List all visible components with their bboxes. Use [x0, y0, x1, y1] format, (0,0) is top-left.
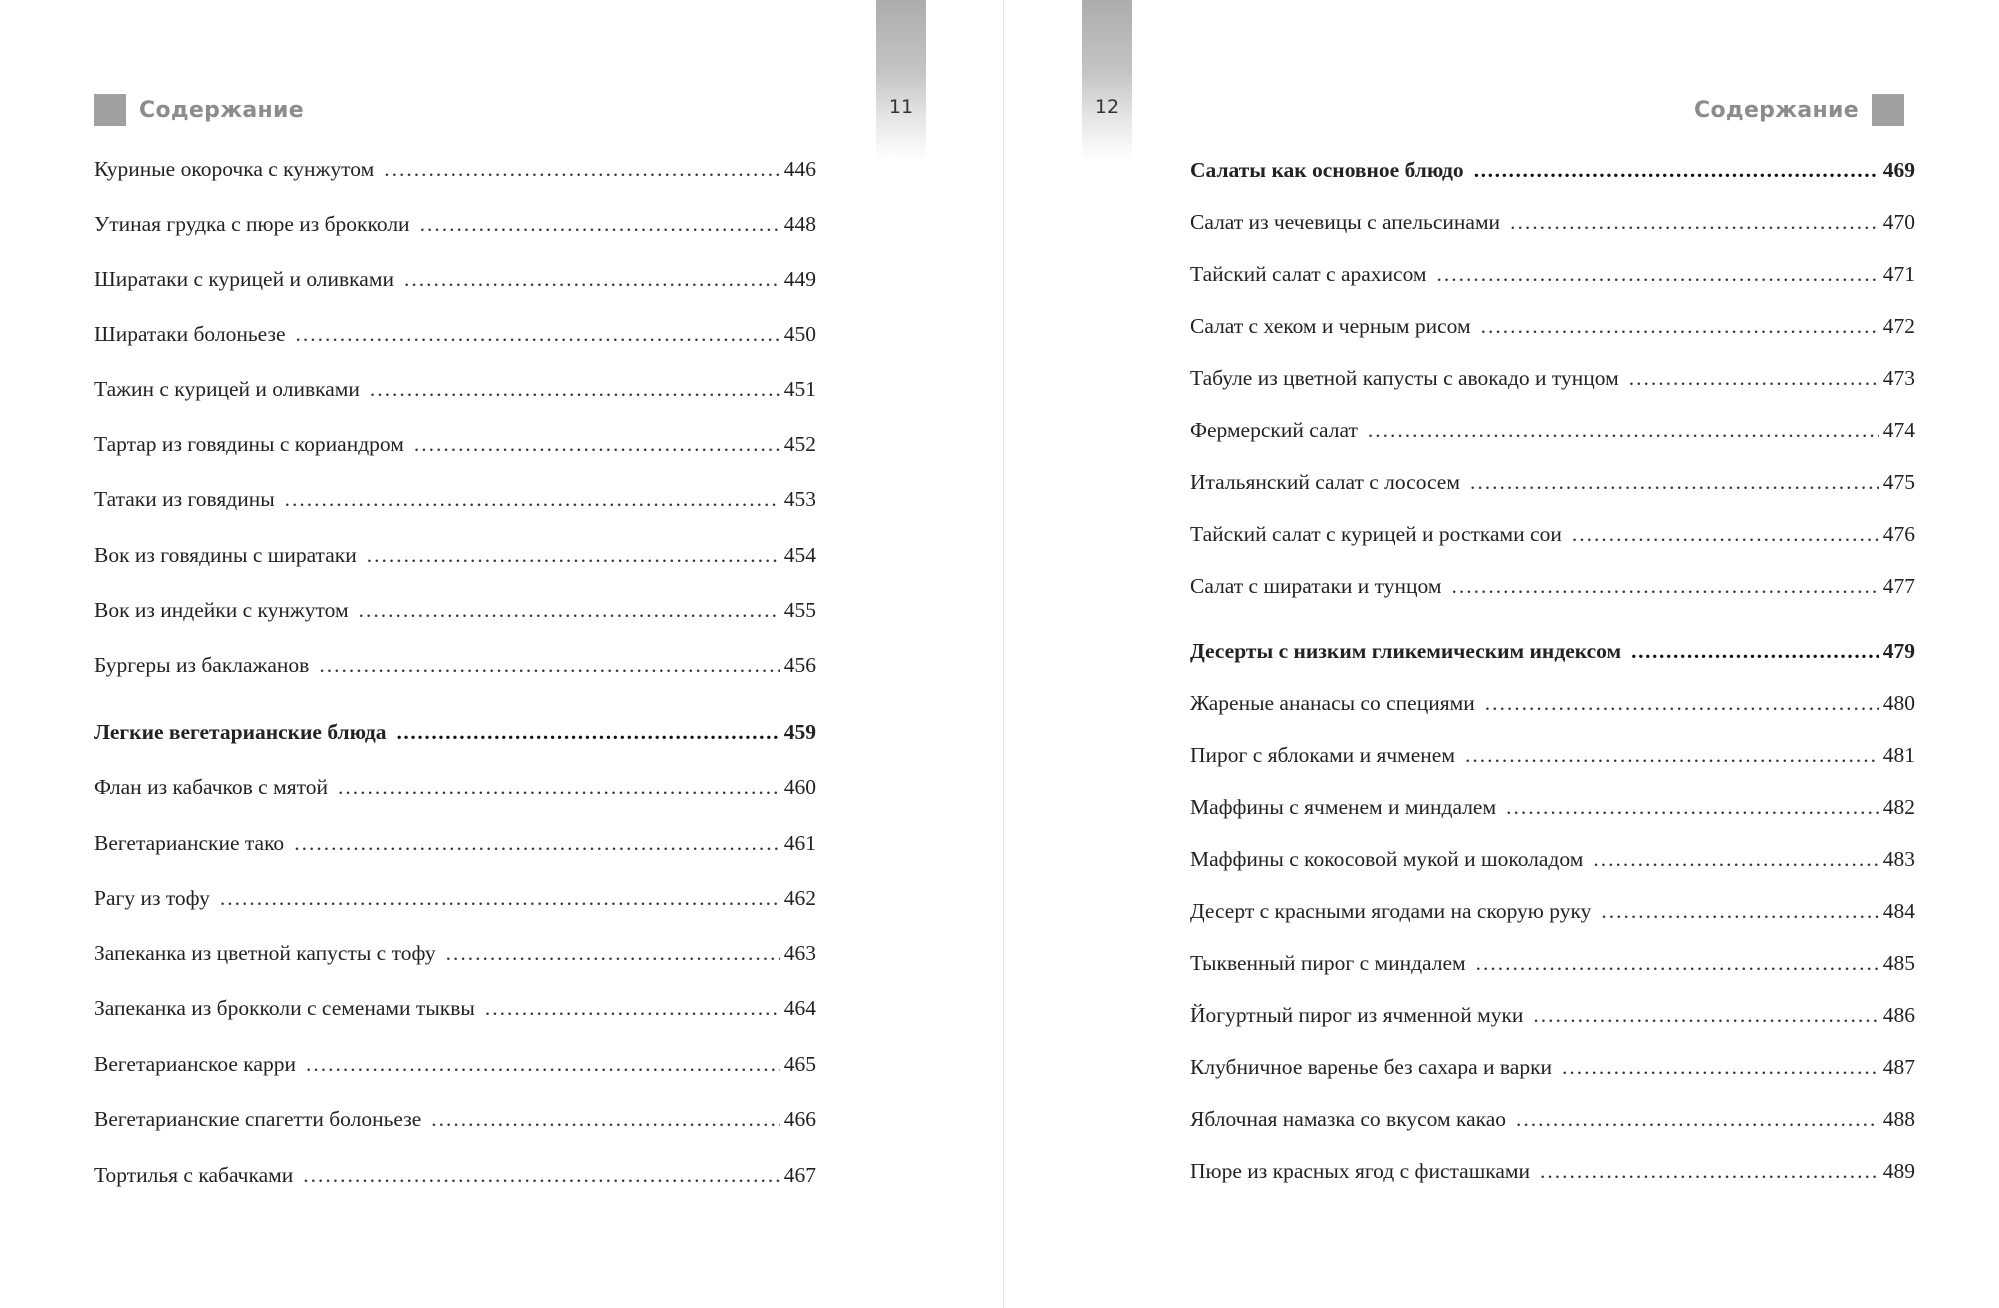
toc-entry: [1190, 740, 1915, 770]
toc-entry-title: Итальянский салат с лососем: [1190, 470, 1460, 494]
dot-leader: [1485, 688, 1879, 718]
header-square-icon: [1872, 94, 1904, 126]
dot-leader: [1437, 259, 1879, 289]
toc-entry-page-number: 479: [1882, 639, 1915, 663]
dot-leader: [338, 772, 780, 802]
toc-entry-page-number: 489: [1882, 1159, 1915, 1183]
toc-entry-title: Десерты с низким гликемическим индексом: [1190, 639, 1622, 663]
toc-entry: [94, 264, 816, 294]
toc-entry-title: Салат из чечевицы с апельсинами: [1190, 210, 1501, 234]
toc-entry-title: Клубничное варенье без сахара и варки: [1190, 1055, 1553, 1079]
toc-entry-title: Рагу из тофу: [94, 886, 210, 910]
toc-entry-page-number: 484: [1882, 899, 1915, 923]
toc-entry-page-number: 465: [783, 1052, 816, 1076]
toc-entry: [1190, 1052, 1915, 1082]
dot-leader: [367, 540, 780, 570]
toc-entry-page-number: 477: [1882, 574, 1915, 598]
dot-leader: [1481, 311, 1879, 341]
toc-entry-page-number: 471: [1882, 262, 1915, 286]
toc-entry-page-number: 483: [1882, 847, 1915, 871]
dot-leader: [1540, 1156, 1879, 1186]
dot-leader: [1629, 363, 1879, 393]
dot-leader: [1516, 1104, 1879, 1134]
page-number: 11: [888, 96, 914, 118]
toc-entry: [94, 828, 816, 858]
toc-entry-title: Салат с ширатаки и тунцом: [1190, 574, 1442, 598]
dot-leader: [370, 374, 780, 404]
toc-entry: [1190, 1156, 1915, 1186]
dot-leader: [294, 828, 780, 858]
toc-entry-title: Салаты как основное блюдо: [1190, 158, 1464, 182]
dot-leader: [1631, 636, 1879, 666]
toc-entry-page-number: 460: [783, 775, 816, 799]
dot-leader: [306, 1049, 780, 1079]
toc-entry-page-number: 455: [783, 598, 816, 622]
toc-entry-title: Йогуртный пирог из ячменной муки: [1190, 1003, 1524, 1027]
toc-entry-title: Татаки из говядины: [94, 487, 275, 511]
dot-leader: [420, 209, 780, 239]
dot-leader: [1368, 415, 1879, 445]
dot-leader: [1452, 571, 1879, 601]
dot-leader: [431, 1104, 779, 1134]
toc-entry-title: Куриные окорочка с кунжутом: [94, 157, 375, 181]
dot-leader: [1562, 1052, 1879, 1082]
toc-entry: [94, 938, 816, 968]
toc-entry-title: Десерт с красными ягодами на скорую руку: [1190, 899, 1592, 923]
toc-entry-page-number: 485: [1882, 951, 1915, 975]
toc-entry-page-number: 481: [1882, 743, 1915, 767]
toc-entry-title: Запеканка из брокколи с семенами тыквы: [94, 996, 475, 1020]
toc-entry: [1190, 571, 1915, 601]
toc-entry-title: Тартар из говядины с кориандром: [94, 432, 404, 456]
toc-entry: [94, 650, 816, 680]
toc-entry-title: Фермерский салат: [1190, 418, 1358, 442]
toc-entry-title: Тайский салат с арахисом: [1190, 262, 1427, 286]
dot-leader: [1476, 948, 1879, 978]
toc-entry-title: Вегетарианское карри: [94, 1052, 296, 1076]
toc-entry: [94, 1160, 816, 1190]
header-title: Содержание: [1694, 97, 1859, 123]
toc-entry: [1190, 688, 1915, 718]
toc-entry-title: Бургеры из баклажанов: [94, 653, 310, 677]
toc-entry-title: Вок из говядины с ширатаки: [94, 543, 357, 567]
header-title: Содержание: [139, 97, 304, 123]
toc-entry-page-number: 452: [783, 432, 816, 456]
toc-section-heading: [1190, 155, 1915, 185]
dot-leader: [220, 883, 780, 913]
toc-entry: [94, 484, 816, 514]
dot-leader: [384, 154, 780, 184]
toc-entry: [1190, 792, 1915, 822]
toc-entry-title: Вок из индейки с кунжутом: [94, 598, 349, 622]
toc-entry-title: Флан из кабачков с мятой: [94, 775, 328, 799]
toc-entry-page-number: 462: [783, 886, 816, 910]
toc-entry-page-number: 453: [783, 487, 816, 511]
toc-entry: [94, 883, 816, 913]
toc-entry-page-number: 472: [1882, 314, 1915, 338]
toc-entry: [94, 374, 816, 404]
toc-entry-title: Пирог с яблоками и ячменем: [1190, 743, 1455, 767]
toc-entry-title: Салат с хеком и черным рисом: [1190, 314, 1471, 338]
toc-entry-title: Маффины с кокосовой мукой и шоколадом: [1190, 847, 1584, 871]
toc-entry-title: Яблочная намазка со вкусом какао: [1190, 1107, 1507, 1131]
toc-entry-page-number: 463: [783, 941, 816, 965]
toc-entry-title: Тортилья с кабачками: [94, 1163, 294, 1187]
dot-leader: [1465, 740, 1879, 770]
dot-leader: [319, 650, 779, 680]
toc-entry-page-number: 482: [1882, 795, 1915, 819]
toc-entry: [1190, 311, 1915, 341]
toc-entry-page-number: 473: [1882, 366, 1915, 390]
toc-entry-title: Вегетарианские тако: [94, 831, 285, 855]
dot-leader: [285, 484, 780, 514]
toc-entry: [94, 429, 816, 459]
toc-entry-page-number: 476: [1882, 522, 1915, 546]
toc-entry: [1190, 207, 1915, 237]
toc-entry-title: Тайский салат с курицей и ростками сои: [1190, 522, 1562, 546]
toc-entry: [1190, 519, 1915, 549]
toc-entry-title: Тажин с курицей и оливками: [94, 377, 360, 401]
toc-entry: [1190, 415, 1915, 445]
toc-entry-title: Пюре из красных ягод с фисташками: [1190, 1159, 1531, 1183]
toc-entry-page-number: 459: [783, 720, 816, 744]
toc-entry-page-number: 470: [1882, 210, 1915, 234]
toc-entry-page-number: 461: [783, 831, 816, 855]
toc-entry-title: Маффины с ячменем и миндалем: [1190, 795, 1497, 819]
toc-entry-page-number: 448: [783, 212, 816, 236]
toc-entry: [94, 1104, 816, 1134]
page-number: 12: [1094, 96, 1120, 118]
dot-leader: [1474, 155, 1879, 185]
toc-entry-title: Легкие вегетарианские блюда: [94, 720, 387, 744]
toc-entry: [1190, 467, 1915, 497]
toc-entry: [1190, 363, 1915, 393]
toc-entry-page-number: 487: [1882, 1055, 1915, 1079]
toc-entry-title: Тыквенный пирог с миндалем: [1190, 951, 1466, 975]
toc-entry: [94, 772, 816, 802]
toc-entry-page-number: 449: [783, 267, 816, 291]
page-header: [1694, 94, 1904, 126]
toc-entry: [94, 319, 816, 349]
dot-leader: [1470, 467, 1879, 497]
dot-leader: [1533, 1000, 1878, 1030]
toc-entry-title: Вегетарианские спагетти болоньезе: [94, 1107, 422, 1131]
toc-entry-page-number: 454: [783, 543, 816, 567]
toc-entry-title: Ширатаки с курицей и оливками: [94, 267, 394, 291]
toc-entry-page-number: 446: [783, 157, 816, 181]
dot-leader: [296, 319, 780, 349]
toc-entry-page-number: 467: [783, 1163, 816, 1187]
toc-entry-page-number: 480: [1882, 691, 1915, 715]
dot-leader: [1593, 844, 1878, 874]
toc-entry-page-number: 486: [1882, 1003, 1915, 1027]
toc-entry: [94, 1049, 816, 1079]
toc-entry: [94, 595, 816, 625]
toc-entry: [1190, 896, 1915, 926]
toc-entry-title: Ширатаки болоньезе: [94, 322, 286, 346]
toc-entry: [1190, 1000, 1915, 1030]
toc-entry-page-number: 451: [783, 377, 816, 401]
dot-leader: [303, 1160, 780, 1190]
dot-leader: [1601, 896, 1878, 926]
toc-section-heading: [1190, 636, 1915, 666]
toc-entry-page-number: 474: [1882, 418, 1915, 442]
dot-leader: [1510, 207, 1879, 237]
page-number-tab: [1082, 0, 1132, 160]
toc-entry-page-number: 466: [783, 1107, 816, 1131]
page-number-tab: [876, 0, 926, 160]
toc-entry-page-number: 450: [783, 322, 816, 346]
dot-leader: [396, 717, 779, 747]
dot-leader: [446, 938, 780, 968]
header-square-icon: [94, 94, 126, 126]
page-header: [94, 94, 304, 126]
toc-entry: [94, 209, 816, 239]
toc-entry: [1190, 1104, 1915, 1134]
right-page: [1004, 0, 1999, 1308]
toc-entry: [94, 154, 816, 184]
toc-entry: [1190, 844, 1915, 874]
toc-entry: [94, 540, 816, 570]
dot-leader: [485, 993, 780, 1023]
dot-leader: [1506, 792, 1879, 822]
toc-entry-page-number: 488: [1882, 1107, 1915, 1131]
dot-leader: [1572, 519, 1879, 549]
toc-entry-title: Утиная грудка с пюре из брокколи: [94, 212, 410, 236]
toc-section-heading: [94, 717, 816, 747]
dot-leader: [359, 595, 780, 625]
toc-entry-page-number: 475: [1882, 470, 1915, 494]
toc-entry-page-number: 464: [783, 996, 816, 1020]
toc-entry: [1190, 948, 1915, 978]
dot-leader: [414, 429, 780, 459]
toc-entry-title: Жареные ананасы со специями: [1190, 691, 1475, 715]
toc-entry: [94, 993, 816, 1023]
toc-entry-page-number: 456: [783, 653, 816, 677]
toc-entry-title: Запеканка из цветной капусты с тофу: [94, 941, 436, 965]
toc-entry: [1190, 259, 1915, 289]
dot-leader: [404, 264, 780, 294]
toc-entry-title: Табуле из цветной капусты с авокадо и тунцом: [1190, 366, 1619, 390]
toc-entry-page-number: 469: [1882, 158, 1915, 182]
